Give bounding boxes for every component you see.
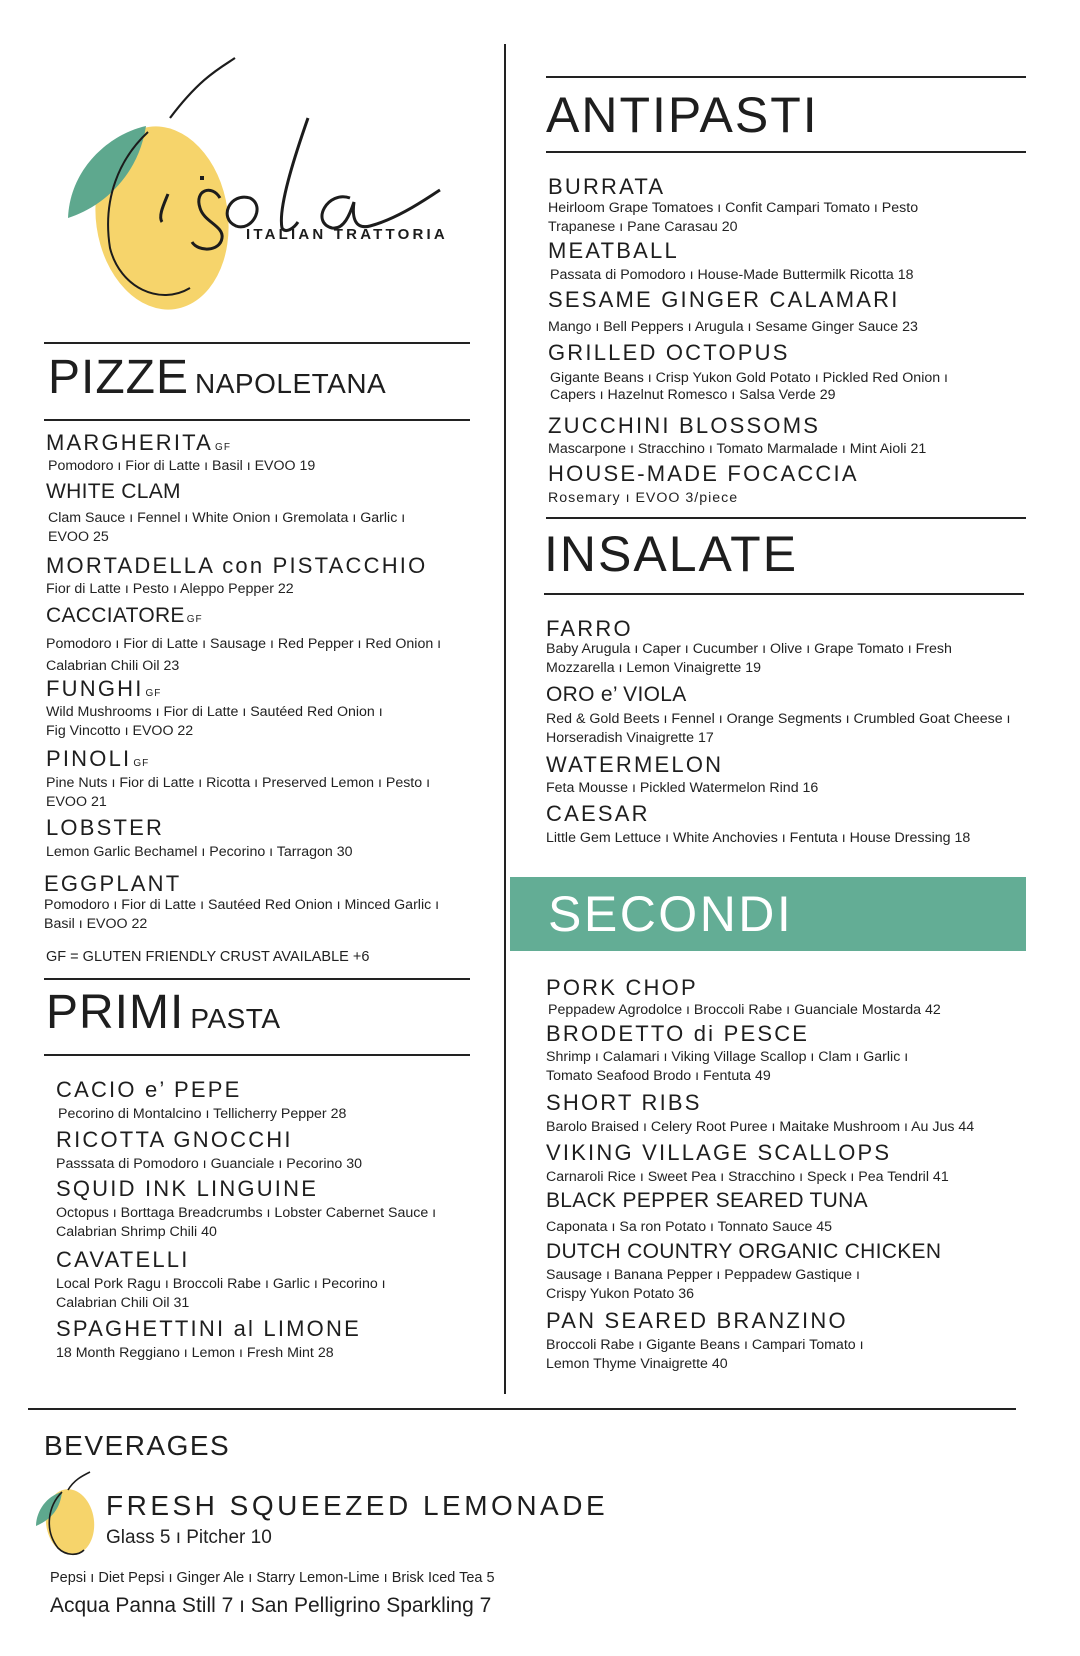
primi-bottom-rule <box>44 1054 470 1056</box>
menu-item-desc: Pomodoro ı Fior di Latte ı Basil ı EVOO 19 <box>48 458 316 474</box>
menu-item-desc: Pecorino di Montalcino ı Tellicherry Pepper 28 <box>58 1106 347 1122</box>
menu-item-desc: Feta Mousse ı Pickled Watermelon Rind 16 <box>546 780 819 796</box>
beverages-title: BEVERAGES <box>44 1430 231 1461</box>
antipasti-title: ANTIPASTI <box>546 87 819 143</box>
gf-note: GF = GLUTEN FRIENDLY CRUST AVAILABLE +6 <box>46 949 370 965</box>
menu-item-desc: 18 Month Reggiano ı Lemon ı Fresh Mint 28 <box>56 1345 334 1361</box>
menu-item-name: CACCIATORE GF <box>46 604 203 627</box>
menu-item-name: FARRO <box>546 616 633 641</box>
menu-item-name: WATERMELON <box>546 752 724 777</box>
primi-top-rule <box>44 978 470 980</box>
menu-item-name: ZUCCHINI BLOSSOMS <box>548 413 821 438</box>
menu-item-desc: Fior di Latte ı Pesto ı Aleppo Pepper 22 <box>46 581 294 597</box>
menu-item-desc: Carnaroli Rice ı Sweet Pea ı Stracchino ı Speck ı Pea Tendril 41 <box>546 1169 949 1185</box>
menu-item-desc: Lemon Garlic Bechamel ı Pecorino ı Tarragon 30 <box>46 844 353 860</box>
pizze-bottom-rule <box>44 419 470 421</box>
menu-item-desc: Baby Arugula ı Caper ı Cucumber ı Olive ı Grape Tomato ı Fresh Mozzarella ı Lemon Vinaigrette 19 <box>546 641 952 676</box>
menu-item-name: PAN SEARED BRANZINO <box>546 1308 848 1333</box>
menu-item-name: CACIO e’ PEPE <box>56 1077 242 1102</box>
menu-item-name: MARGHERITA GF <box>46 430 231 455</box>
isola-logo <box>50 48 470 318</box>
antipasti-top-rule <box>546 76 1026 78</box>
menu-item-desc: Peppadew Agrodolce ı Broccoli Rabe ı Guanciale Mostarda 42 <box>548 1002 941 1018</box>
menu-item-desc: Broccoli Rabe ı Gigante Beans ı Campari Tomato ı Lemon Thyme Vinaigrette 40 <box>546 1337 864 1372</box>
lemon-logo-icon <box>50 48 470 318</box>
menu-item-name: CAVATELLI <box>56 1247 190 1272</box>
menu-item-name: BRODETTO di PESCE <box>546 1021 810 1046</box>
menu-item-name: SESAME GINGER CALAMARI <box>548 287 900 312</box>
menu-item-name: SPAGHETTINI al LIMONE <box>56 1316 361 1341</box>
menu-item-desc: Clam Sauce ı Fennel ı White Onion ı Gremolata ı Garlic ı EVOO 25 <box>48 510 406 545</box>
menu-item-desc: Rosemary ı EVOO 3/piece <box>548 490 739 506</box>
water-list: Acqua Panna Still 7 ı San Pelligrino Sparkling 7 <box>50 1594 492 1617</box>
column-divider <box>504 44 506 1394</box>
menu-item-desc: Little Gem Lettuce ı White Anchovies ı Fentuta ı House Dressing 18 <box>546 830 971 846</box>
insalate-top-rule <box>546 517 1026 519</box>
menu-item-desc: Mascarpone ı Stracchino ı Tomato Marmalade ı Mint Aioli 21 <box>548 441 927 457</box>
menu-item-desc: Caponata ı Sa ron Potato ı Tonnato Sauce 45 <box>546 1219 833 1235</box>
secondi-title: SECONDI <box>548 886 794 942</box>
menu-item-desc: Wild Mushrooms ı Fior di Latte ı Sautéed Red Onion ı Fig Vincotto ı EVOO 22 <box>46 704 383 739</box>
menu-item-desc: Passata di Pomodoro ı House-Made Buttermilk Ricotta 18 <box>550 267 914 283</box>
primi-subtitle: PASTA <box>190 1003 281 1034</box>
menu-item-desc: Passsata di Pomodoro ı Guanciale ı Pecorino 30 <box>56 1156 362 1172</box>
pizze-title: PIZZE <box>48 351 190 404</box>
primi-title: PRIMI <box>46 986 185 1039</box>
menu-item-name: MEATBALL <box>548 238 679 263</box>
antipasti-bottom-rule <box>546 151 1026 153</box>
pizze-heading <box>48 350 386 405</box>
menu-item-desc: Mango ı Bell Peppers ı Arugula ı Sesame Ginger Sauce 23 <box>548 319 918 335</box>
pizze-top-rule <box>44 342 470 344</box>
menu-item-name: CAESAR <box>546 801 650 826</box>
menu-item-desc: Shrimp ı Calamari ı Viking Village Scallop ı Clam ı Garlic ı Tomato Seafood Brodo ı Fentuta 49 <box>546 1049 909 1084</box>
menu-item-name: DUTCH COUNTRY ORGANIC CHICKEN <box>546 1240 942 1263</box>
menu-item-desc: Gigante Beans ı Crisp Yukon Gold Potato ı Pickled Red Onion ı Capers ı Hazelnut Romesco ı Salsa Verde 29 <box>550 370 949 403</box>
menu-item-name: BLACK PEPPER SEARED TUNA <box>546 1189 868 1212</box>
menu-item-name: ORO e’ VIOLA <box>546 683 687 706</box>
menu-item-desc: Sausage ı Banana Pepper ı Peppadew Gastique ı Crispy Yukon Potato 36 <box>546 1267 860 1302</box>
menu-item-desc: Pine Nuts ı Fior di Latte ı Ricotta ı Preserved Lemon ı Pesto ı EVOO 21 <box>46 775 431 810</box>
menu-item-name: BURRATA <box>548 174 666 199</box>
logo-tagline: ITALIAN TRATTORIA <box>246 226 448 243</box>
menu-item-name: MORTADELLA con PISTACCHIO <box>46 553 428 578</box>
menu-item-desc: Pomodoro ı Fior di Latte ı Sausage ı Red Pepper ı Red Onion ı Calabrian Chili Oil 23 <box>46 636 442 674</box>
menu-item-name: HOUSE-MADE FOCACCIA <box>548 461 859 486</box>
menu-item-name: RICOTTA GNOCCHI <box>56 1127 293 1152</box>
secondi-banner <box>510 877 1026 951</box>
menu-item-name: WHITE CLAM <box>46 480 181 503</box>
menu-item-desc: Octopus ı Borttaga Breadcrumbs ı Lobster Cabernet Sauce ı Calabrian Shrimp Chili 40 <box>56 1205 437 1240</box>
lemonade-price: Glass 5 ı Pitcher 10 <box>106 1527 272 1548</box>
menu-item-name: GRILLED OCTOPUS <box>548 340 790 365</box>
menu-item-desc: Local Pork Ragu ı Broccoli Rabe ı Garlic ı Pecorino ı Calabrian Chili Oil 31 <box>56 1276 386 1311</box>
menu-item-name: EGGPLANT <box>44 871 182 896</box>
menu-item-name: PINOLI GF <box>46 746 150 771</box>
pizze-subtitle: NAPOLETANA <box>195 368 387 399</box>
menu-item-name: PORK CHOP <box>546 975 698 1000</box>
menu-item-name: FUNGHI GF <box>46 676 162 701</box>
menu-item-name: SHORT RIBS <box>546 1090 702 1115</box>
soda-list: Pepsi ı Diet Pepsi ı Ginger Ale ı Starry Lemon-Lime ı Brisk Iced Tea 5 <box>50 1570 495 1586</box>
menu-item-desc: Heirloom Grape Tomatoes ı Confit Campari Tomato ı Pesto Trapanese ı Pane Carasau 20 <box>548 200 919 235</box>
menu-item-desc: Pomodoro ı Fior di Latte ı Sautéed Red Onion ı Minced Garlic ı Basil ı EVOO 22 <box>44 897 440 932</box>
beverages-top-rule <box>28 1408 1016 1410</box>
insalate-bottom-rule <box>544 593 1024 595</box>
primi-heading <box>46 985 281 1040</box>
menu-item-name: LOBSTER <box>46 815 165 840</box>
menu-item-name: SQUID INK LINGUINE <box>56 1176 319 1201</box>
lemonade-name: FRESH SQUEEZED LEMONADE <box>106 1490 609 1521</box>
insalate-title: INSALATE <box>544 526 799 582</box>
menu-item-desc: Barolo Braised ı Celery Root Puree ı Maitake Mushroom ı Au Jus 44 <box>546 1119 975 1135</box>
lemon-icon <box>32 1470 104 1560</box>
menu-item-desc: Red & Gold Beets ı Fennel ı Orange Segments ı Crumbled Goat Cheese ı Horseradish Vinaigrette 17 <box>546 711 1011 746</box>
menu-item-name: VIKING VILLAGE SCALLOPS <box>546 1140 892 1165</box>
